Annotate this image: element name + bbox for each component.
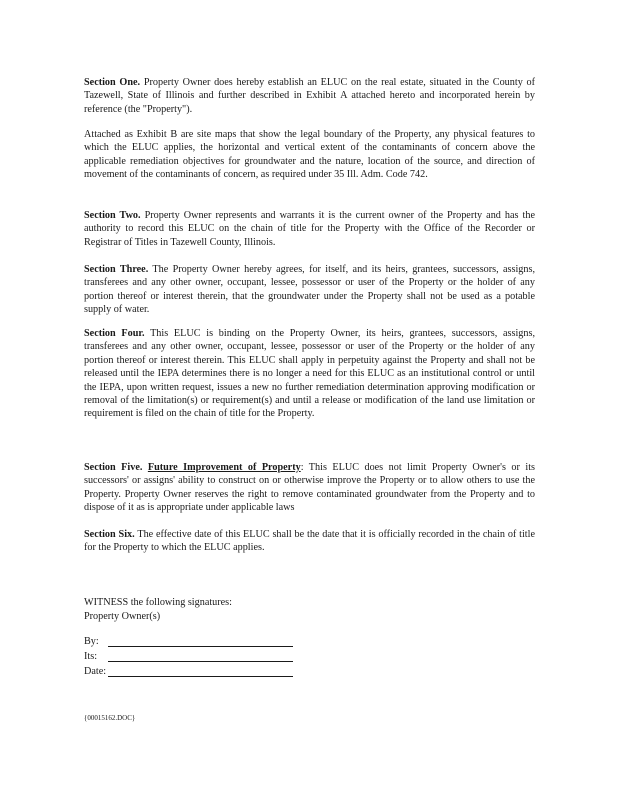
section-one-label: Section One. [84,77,141,88]
section-one-paragraph [84,76,535,116]
section-six-text: The effective date of this ELUC shall be the date that it is officially recorded in the chain of title for the Property to which the ELUC applies. [84,529,535,554]
section-three-text: The Property Owner hereby agrees, for itself, and its heirs, grantees, successors, assigns, transferees and any other owner, occupant, lessee, possessor or user of the Property or the holder of any portion thereof or interest therein, that the groundwater under the Property shall not be used as a potable supply of water. [84,264,535,316]
section-four-label: Section Four. [84,328,145,339]
witness-line: WITNESS the following signatures: [84,597,232,608]
section-one-text: Property Owner does hereby establish an ELUC on the real estate, situated in the County of Tazewell, State of Illinois and further described in Exhibit A attached hereto and incorporated herein by reference (the "Property"). [84,77,535,115]
signature-date-label: Date: [84,666,107,677]
signature-by-row [84,635,304,649]
section-two-paragraph [84,209,535,249]
section-two-label: Section Two. [84,210,141,221]
section-three-paragraph [84,263,535,317]
signature-its-label: Its: [84,651,98,662]
section-five-label: Section Five. [84,462,143,473]
exhibit-b-text: Attached as Exhibit B are site maps that show the legal boundary of the Property, any physical features to which the ELUC applies, the horizontal and vertical extent of the contaminants of concern above the applicable remediation objectives for groundwater and the nature, location of the source, and direction of movement of the contaminants of concern, as required under 35 Ill. Adm. Code 742. [84,129,535,181]
section-four-paragraph [84,327,535,421]
signature-by-label: By: [84,636,99,647]
property-owner-line: Property Owner(s) [84,611,161,622]
signature-date-row [84,665,304,679]
section-six-label: Section Six. [84,529,135,540]
signature-its-line[interactable] [108,661,293,662]
section-six-paragraph [84,528,535,555]
section-five-text: : This ELUC does not limit Property Owner's or its successors' or assigns' ability to construct on or otherwise improve the Property or to allow others to use the Property. Property Owner reserves the right to remove contaminated groundwater from the Property and to dispose of it as is appropriate under applicable laws [84,462,535,514]
signature-its-row [84,650,304,664]
section-five-paragraph [84,461,535,515]
signature-date-line[interactable] [108,676,293,677]
section-five-title: Future Improvement of Property [147,462,301,473]
signature-by-line[interactable] [108,646,293,647]
section-two-text: Property Owner represents and warrants it is the current owner of the Property and has the authority to record this ELUC on the chain of title for the Property with the Office of the Recorder or Registrar of Titles in Tazewell County, Illinois. [84,210,535,248]
exhibit-b-paragraph [84,128,535,182]
section-four-text: This ELUC is binding on the Property Owner, its heirs, grantees, successors, assigns, transferees and any other owner, occupant, lessee, possessor or user of the Property or the holder of any portion thereof or interest therein. This ELUC shall apply in perpetuity against the Property and shall not be released until the IEPA determines there is no longer a need for this ELUC as an institutional control or until the IEPA, upon written request, issues a new no further remediation determination approving modification or removal of the limitation(s) or requirement(s) and until a release or modification of the land use limitation or requirement is filed on the chain of title for the Property. [84,328,535,420]
section-three-label: Section Three. [84,264,149,275]
document-id-footer: {00015162.DOC} [84,714,136,722]
